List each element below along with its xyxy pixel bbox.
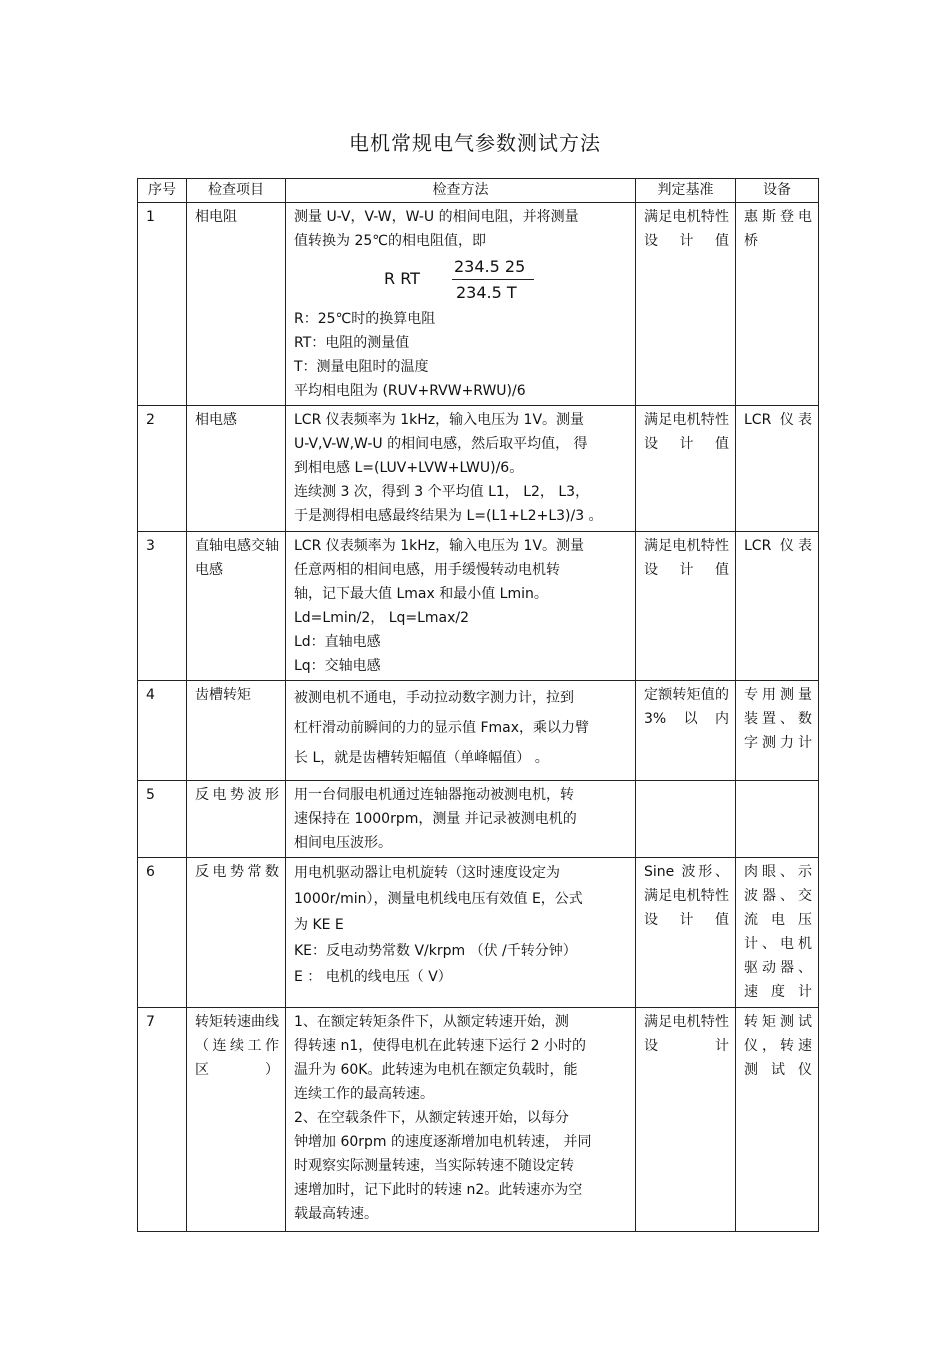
row-item: 相电感 — [187, 406, 286, 532]
row-no: 6 — [138, 858, 187, 1008]
method-line: 用电机驱动器让电机旋转（这时速度设定为 — [294, 865, 560, 881]
table-row — [138, 203, 819, 406]
row-equipment: 肉眼、示波器、交流电压计、电机驱动器、速度计 — [736, 858, 819, 1008]
header-criteria: 判定基准 — [636, 179, 736, 203]
row-no: 5 — [138, 781, 187, 858]
row-method — [286, 681, 636, 781]
row-equipment: 惠斯登电桥 — [736, 203, 819, 406]
method-line: LCR 仪表频率为 1kHz，输入电压为 1V。测量 — [294, 412, 585, 428]
method-line: 于是测得相电感最终结果为 L=(L1+L2+L3)/3 。 — [294, 508, 603, 524]
method-line: 任意两相的相间电感，用手缓慢转动电机转 — [294, 562, 560, 578]
fraction-bar — [452, 279, 534, 280]
row-criteria: 满足电机特性设计值 — [636, 532, 736, 681]
row-equipment: LCR 仪表 — [736, 532, 819, 681]
row-criteria: 满足电机特性设计值 — [636, 203, 736, 406]
method-line: R：25℃时的换算电阻 — [294, 311, 436, 327]
method-line: 为 KE E — [294, 917, 344, 933]
row-method — [286, 203, 636, 406]
table-row — [138, 532, 819, 681]
header-no: 序号 — [138, 179, 187, 203]
method-line: 1000r/min），测量电机线电压有效值 E，公式 — [294, 891, 583, 907]
page-title: 电机常规电气参数测试方法 — [349, 131, 601, 155]
method-line: 温升为 60K。此转速为电机在额定负载时，能 — [294, 1062, 578, 1078]
formula-denominator: 234.5 T — [456, 283, 517, 302]
method-line: LCR 仪表频率为 1kHz，输入电压为 1V。测量 — [294, 538, 585, 554]
row-method — [286, 532, 636, 681]
row-equipment — [736, 781, 819, 858]
resistance-formula — [294, 253, 629, 307]
method-line: 1、在额定转矩条件下，从额定转速开始，测 — [294, 1014, 569, 1030]
row-no: 1 — [138, 203, 187, 406]
method-line: 值转换为 25℃的相电阻值，即 — [294, 233, 486, 249]
table-row — [138, 781, 819, 858]
method-line: E ： 电机的线电压（ V） — [294, 969, 452, 985]
method-line: 连续测 3 次，得到 3 个平均值 L1， L2， L3， — [294, 484, 590, 500]
method-line: 时观察实际测量转速，当实际转速不随设定转 — [294, 1158, 574, 1174]
row-method — [286, 858, 636, 1008]
formula-numerator: 234.5 25 — [454, 257, 526, 276]
table-row — [138, 858, 819, 1008]
method-line: 得转速 n1，使得电机在此转速下运行 2 小时的 — [294, 1038, 587, 1054]
method-line: Ld=Lmin/2， Lq=Lmax/2 — [294, 610, 470, 626]
method-line: KE：反电动势常数 V/krpm （伏 /千转分钟） — [294, 943, 577, 959]
header-equipment: 设备 — [736, 179, 819, 203]
row-item: 齿槽转矩 — [187, 681, 286, 781]
row-method — [286, 1008, 636, 1232]
method-line: 2、在空载条件下，从额定转速开始，以每分 — [294, 1110, 569, 1126]
method-line: 速保持在 1000rpm，测量 并记录被测电机的 — [294, 811, 577, 827]
method-line: 测量 U-V，V-W，W-U 的相间电阻，并将测量 — [294, 209, 579, 225]
method-line: U-V,V-W,W-U 的相间电感，然后取平均值， 得 — [294, 436, 588, 452]
row-equipment: 专用测量装置、数字测力计 — [736, 681, 819, 781]
method-line: 连续工作的最高转速。 — [294, 1086, 434, 1102]
method-line: Ld：直轴电感 — [294, 634, 381, 650]
row-no: 2 — [138, 406, 187, 532]
row-item: 反电势常数 — [187, 858, 286, 1008]
table-row — [138, 1008, 819, 1232]
method-line: 轴，记下最大值 Lmax 和最小值 Lmin。 — [294, 586, 548, 602]
method-line: 杠杆滑动前瞬间的力的显示值 Fmax，乘以力臂 — [294, 720, 590, 736]
row-equipment: LCR 仪表 — [736, 406, 819, 532]
method-line: 到相电感 L=(LUV+LVW+LWU)/6。 — [294, 460, 524, 476]
row-criteria: 满足电机特性设计 — [636, 1008, 736, 1232]
method-line: 相间电压波形。 — [294, 835, 392, 851]
row-item: 转矩转速曲线（连续工作区） — [187, 1008, 286, 1232]
row-item: 反电势波形 — [187, 781, 286, 858]
row-criteria: Sine 波形、满足电机特性设计值 — [636, 858, 736, 1008]
row-criteria — [636, 781, 736, 858]
method-line: 用一台伺服电机通过连轴器拖动被测电机，转 — [294, 787, 574, 803]
header-method: 检查方法 — [286, 179, 636, 203]
method-line: 载最高转速。 — [294, 1206, 378, 1222]
method-line: 速增加时，记下此时的转速 n2。此转速亦为空 — [294, 1182, 583, 1198]
row-item: 相电阻 — [187, 203, 286, 406]
row-equipment: 转矩测试仪，转速测试仪 — [736, 1008, 819, 1232]
row-criteria: 定额转矩值的 3%以内 — [636, 681, 736, 781]
method-line: 平均相电阻为 (RUV+RVW+RWU)/6 — [294, 383, 526, 399]
test-method-table — [137, 178, 819, 1232]
row-method — [286, 406, 636, 532]
row-item: 直轴电感交轴电感 — [187, 532, 286, 681]
row-criteria: 满足电机特性设计值 — [636, 406, 736, 532]
header-item: 检查项目 — [187, 179, 286, 203]
method-line: 被测电机不通电，手动拉动数字测力计，拉到 — [294, 690, 574, 706]
method-line: Lq：交轴电感 — [294, 658, 381, 674]
method-line: 长 L，就是齿槽转矩幅值（单峰幅值） 。 — [294, 750, 549, 766]
table-row — [138, 406, 819, 532]
row-no: 7 — [138, 1008, 187, 1232]
method-line: T：测量电阻时的温度 — [294, 359, 429, 375]
method-line: 钟增加 60rpm 的速度逐渐增加电机转速， 并同 — [294, 1134, 592, 1150]
row-no: 3 — [138, 532, 187, 681]
row-method — [286, 781, 636, 858]
row-no: 4 — [138, 681, 187, 781]
method-line: RT：电阻的测量值 — [294, 335, 410, 351]
formula-lhs: R RT — [384, 269, 420, 288]
table-header-row — [138, 179, 819, 203]
table-row — [138, 681, 819, 781]
